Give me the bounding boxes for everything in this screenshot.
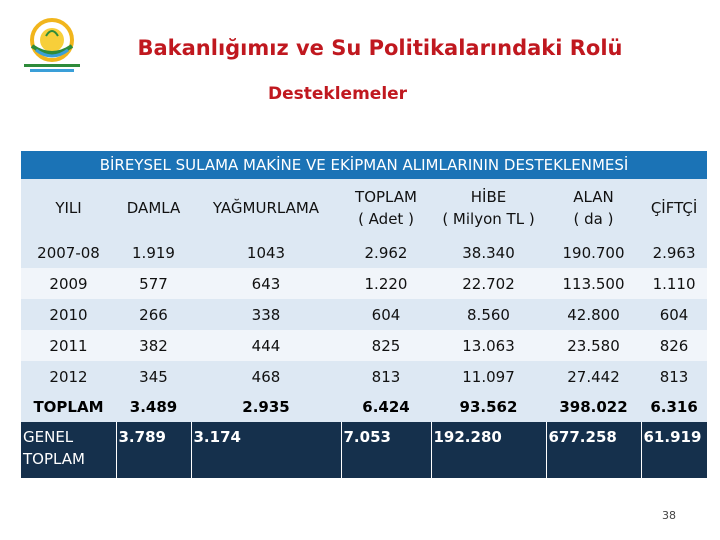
cell-toplam: 604 xyxy=(341,299,431,330)
col-header-toplam xyxy=(341,179,431,237)
cell-toplam: 1.220 xyxy=(341,268,431,299)
grand-total-yagmurlama: 3.174 xyxy=(191,422,341,478)
cell-alan: 113.500 xyxy=(546,268,641,299)
table-caption: BİREYSEL SULAMA MAKİNE VE EKİPMAN ALIMLARININ DESTEKLENMESİ xyxy=(21,151,707,179)
cell-hibe: 22.702 xyxy=(431,268,546,299)
cell-yili: 2011 xyxy=(21,330,116,361)
cell-hibe: 38.340 xyxy=(431,237,546,268)
col-header-label: DAMLA xyxy=(126,199,181,217)
col-header-alan xyxy=(546,179,641,237)
table-caption-row xyxy=(21,151,707,179)
table-row xyxy=(21,299,707,330)
cell-yagmurlama: 444 xyxy=(191,330,341,361)
col-header-label: ALAN xyxy=(573,188,614,206)
cell-yagmurlama: 468 xyxy=(191,361,341,392)
grand-total-toplam: 7.053 xyxy=(341,422,431,478)
cell-damla: 266 xyxy=(116,299,191,330)
table-row xyxy=(21,361,707,392)
col-header-unit: ( Adet ) xyxy=(358,210,414,228)
cell-ciftci: 604 xyxy=(641,299,707,330)
grand-total-hibe: 192.280 xyxy=(431,422,546,478)
cell-yili: 2012 xyxy=(21,361,116,392)
total-row xyxy=(21,392,707,422)
cell-ciftci: 1.110 xyxy=(641,268,707,299)
cell-toplam: 813 xyxy=(341,361,431,392)
cell-alan: 23.580 xyxy=(546,330,641,361)
page-number: 38 xyxy=(662,509,676,522)
col-header-label: YAĞMURLAMA xyxy=(212,199,320,217)
grand-total-ciftci: 61.919 xyxy=(641,422,707,478)
cell-damla: 1.919 xyxy=(116,237,191,268)
page-title: Bakanlığımız ve Su Politikalarındaki Rolü xyxy=(137,36,623,60)
cell-yili: 2010 xyxy=(21,299,116,330)
cell-yili: 2009 xyxy=(21,268,116,299)
total-yagmurlama: 2.935 xyxy=(191,392,341,422)
total-hibe: 93.562 xyxy=(431,392,546,422)
grand-total-alan: 677.258 xyxy=(546,422,641,478)
cell-damla: 577 xyxy=(116,268,191,299)
col-header-damla xyxy=(116,179,191,237)
grand-total-label xyxy=(21,422,116,478)
total-toplam: 6.424 xyxy=(341,392,431,422)
cell-hibe: 11.097 xyxy=(431,361,546,392)
cell-hibe: 13.063 xyxy=(431,330,546,361)
cell-alan: 190.700 xyxy=(546,237,641,268)
support-table xyxy=(21,151,707,478)
col-header-label: ÇİFTÇİ xyxy=(650,199,698,217)
col-header-label: TOPLAM xyxy=(355,188,417,206)
total-label: TOPLAM xyxy=(21,392,116,422)
table-row xyxy=(21,330,707,361)
col-header-yili xyxy=(21,179,116,237)
cell-toplam: 825 xyxy=(341,330,431,361)
total-alan: 398.022 xyxy=(546,392,641,422)
cell-yili: 2007-08 xyxy=(21,237,116,268)
cell-ciftci: 826 xyxy=(641,330,707,361)
cell-ciftci: 2.963 xyxy=(641,237,707,268)
cell-alan: 27.442 xyxy=(546,361,641,392)
grand-total-label-line: GENEL xyxy=(23,428,74,446)
col-header-unit: ( Milyon TL ) xyxy=(442,210,535,228)
cell-yagmurlama: 1043 xyxy=(191,237,341,268)
total-ciftci: 6.316 xyxy=(641,392,707,422)
cell-damla: 382 xyxy=(116,330,191,361)
col-header-label: HİBE xyxy=(470,188,507,206)
col-header-unit: ( da ) xyxy=(573,210,614,228)
grand-total-label-line: TOPLAM xyxy=(23,450,85,468)
col-header-yagmurlama xyxy=(191,179,341,237)
grand-total-damla: 3.789 xyxy=(116,422,191,478)
cell-damla: 345 xyxy=(116,361,191,392)
col-header-hibe xyxy=(431,179,546,237)
cell-hibe: 8.560 xyxy=(431,299,546,330)
col-header-ciftci xyxy=(641,179,707,237)
table-row xyxy=(21,268,707,299)
grand-total-row xyxy=(21,422,707,478)
support-table-container xyxy=(21,151,707,478)
cell-ciftci: 813 xyxy=(641,361,707,392)
total-damla: 3.489 xyxy=(116,392,191,422)
cell-yagmurlama: 338 xyxy=(191,299,341,330)
cell-alan: 42.800 xyxy=(546,299,641,330)
cell-toplam: 2.962 xyxy=(341,237,431,268)
table-row xyxy=(21,237,707,268)
cell-yagmurlama: 643 xyxy=(191,268,341,299)
table-header-row xyxy=(21,179,707,237)
page-subtitle: Desteklemeler xyxy=(268,84,408,104)
col-header-label: YILI xyxy=(55,199,82,217)
